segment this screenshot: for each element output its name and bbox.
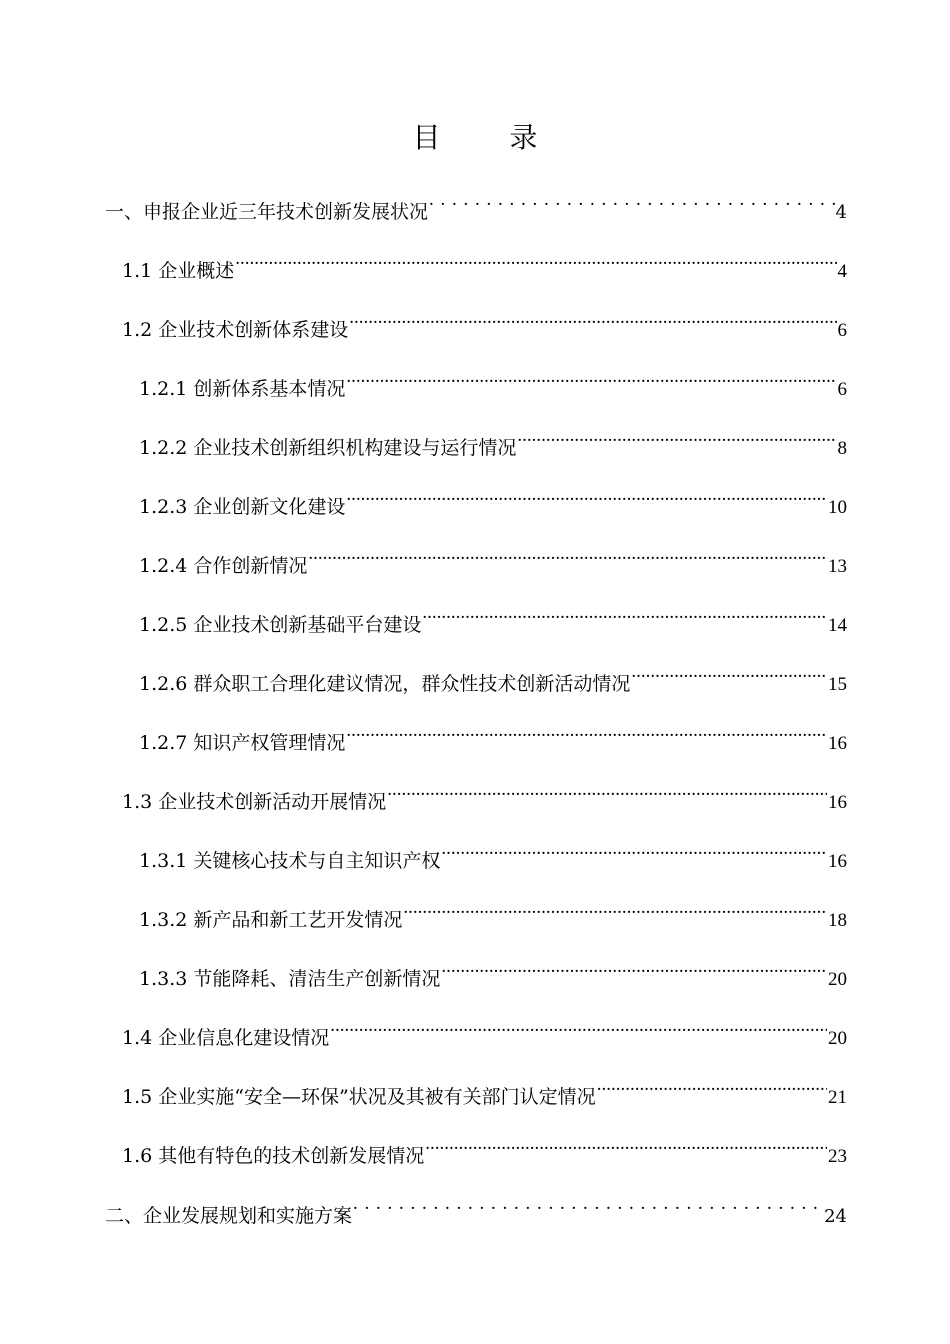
toc-entry[interactable] (139, 477, 847, 518)
toc-entry-page: 18 (828, 910, 847, 931)
toc-title: 目 录 (412, 121, 568, 154)
toc-entry-page: 6 (837, 379, 847, 400)
toc-entry-label: 1.3 企业技术创新活动开展情况 (122, 791, 387, 813)
toc-entry-label: 1.2.3 企业创新文化建设 (139, 496, 346, 518)
toc-entry-label: 1.2.1 创新体系基本情况 (139, 378, 346, 400)
toc-entry[interactable] (139, 713, 847, 754)
toc-entry-page: 14 (828, 615, 847, 636)
toc-entry-page: 23 (828, 1146, 847, 1167)
dot-leader (422, 595, 827, 631)
dot-leader (330, 1008, 827, 1044)
toc-entry[interactable] (122, 300, 847, 341)
toc-entry[interactable] (139, 949, 847, 990)
toc-entry-label: 1.2 企业技术创新体系建设 (122, 319, 349, 341)
toc-entry[interactable] (139, 890, 847, 931)
toc-entry-page: 24 (824, 1206, 847, 1227)
toc-entry-label: 1.2.2 企业技术创新组织机构建设与运行情况 (139, 437, 517, 459)
dot-leader (387, 772, 827, 808)
toc-entry-page: 4 (837, 261, 847, 282)
toc-entry-page: 21 (828, 1087, 847, 1108)
dot-leader (429, 182, 835, 218)
toc-entry[interactable] (122, 1067, 847, 1108)
dot-leader (517, 418, 836, 454)
toc-entry-page: 8 (837, 438, 847, 459)
toc-entry[interactable] (139, 418, 847, 459)
toc-entry-label: 1.1 企业概述 (122, 260, 235, 282)
dot-leader (441, 831, 827, 867)
toc-entry[interactable] (139, 536, 847, 577)
dot-leader (597, 1067, 827, 1103)
dot-leader (346, 477, 827, 513)
toc-entry[interactable] (139, 831, 847, 872)
dot-leader (425, 1126, 827, 1162)
toc-entry-page: 6 (837, 320, 847, 341)
toc-entry-page: 13 (828, 556, 847, 577)
toc-entry-label: 1.2.4 合作创新情况 (139, 555, 308, 577)
toc-entry[interactable] (122, 1008, 847, 1049)
toc-entry-page: 16 (828, 733, 847, 754)
dot-leader (346, 359, 836, 395)
dot-leader (403, 890, 827, 926)
toc-entry-label: 二、企业发展规划和实施方案 (105, 1205, 353, 1227)
toc-entry-label: 一、申报企业近三年技术创新发展状况 (105, 201, 429, 223)
dot-leader (308, 536, 827, 572)
toc-entry[interactable] (122, 772, 847, 813)
toc-entry[interactable] (122, 1126, 847, 1167)
toc-entry[interactable] (139, 359, 847, 400)
toc-entry-page: 20 (828, 969, 847, 990)
toc-entry-label: 1.3.3 节能降耗、清洁生产创新情况 (139, 968, 441, 990)
toc-entry-label: 1.3.1 关键核心技术与自主知识产权 (139, 850, 441, 872)
dot-leader (349, 300, 836, 336)
toc-entry-page: 16 (828, 792, 847, 813)
toc-entry-page: 16 (828, 851, 847, 872)
toc-entry-page: 15 (828, 674, 847, 695)
toc-entry[interactable] (139, 654, 847, 695)
toc-entry-label: 1.6 其他有特色的技术创新发展情况 (122, 1145, 425, 1167)
toc-entry-label: 1.2.7 知识产权管理情况 (139, 732, 346, 754)
toc-entry[interactable] (105, 182, 847, 223)
dot-leader (631, 654, 827, 690)
toc-entry-label: 1.4 企业信息化建设情况 (122, 1027, 330, 1049)
toc-entry-page: 20 (828, 1028, 847, 1049)
toc-entry-label: 1.3.2 新产品和新工艺开发情况 (139, 909, 403, 931)
dot-leader (235, 241, 836, 277)
toc-entry-page: 10 (828, 497, 847, 518)
toc-entry-label: 1.2.5 企业技术创新基础平台建设 (139, 614, 422, 636)
dot-leader (441, 949, 827, 985)
toc-entry[interactable] (122, 241, 847, 282)
dot-leader (346, 713, 827, 749)
toc-entry-page: 4 (835, 202, 847, 223)
toc-entry[interactable] (105, 1186, 847, 1227)
toc-entry[interactable] (139, 595, 847, 636)
dot-leader (353, 1186, 823, 1222)
toc-entry-label: 1.5 企业实施“安全—环保”状况及其被有关部门认定情况 (122, 1086, 596, 1108)
toc-entry-label: 1.2.6 群众职工合理化建议情况，群众性技术创新活动情况 (139, 673, 631, 695)
